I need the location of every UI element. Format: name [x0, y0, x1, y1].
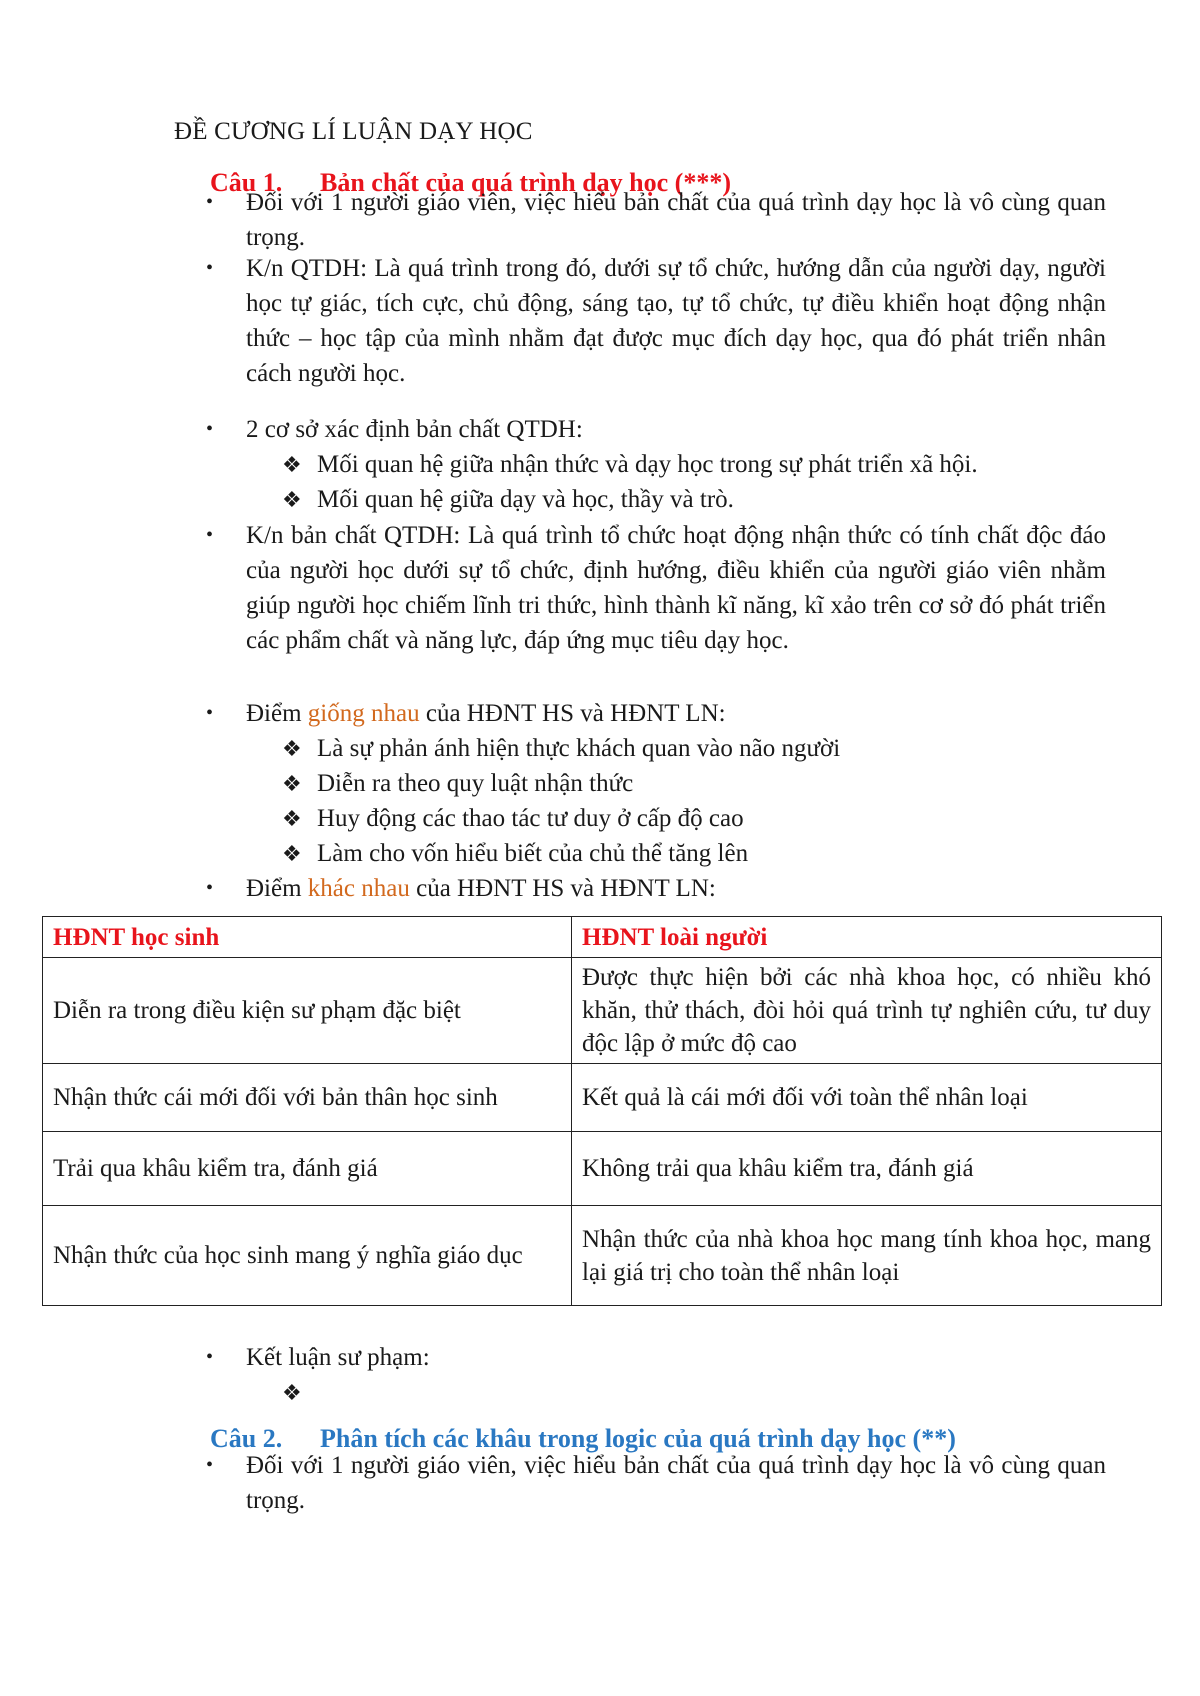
list-item	[206, 871, 1106, 906]
table-header-cell: HĐNT loài người	[572, 917, 1162, 958]
table-cell: Nhận thức của nhà khoa học mang tính khoa học, mang lại giá trị cho toàn thể nhân loại	[572, 1206, 1162, 1306]
text-prefix: Điểm	[246, 700, 308, 727]
list-item	[206, 1448, 1106, 1518]
diamond-bullet-icon: ❖	[282, 736, 302, 761]
list-item	[206, 251, 1106, 391]
bullet-icon: •	[206, 191, 214, 213]
table-cell: Nhận thức của học sinh mang ý nghĩa giáo dục	[43, 1206, 572, 1306]
bullet-icon: •	[206, 877, 214, 899]
sub-list-item	[282, 836, 748, 871]
sub-list-item	[282, 801, 744, 836]
question-number: Câu 2.	[210, 1424, 283, 1453]
bullet-text: 2 cơ sở xác định bản chất QTDH:	[246, 416, 583, 443]
sub-list-item	[282, 482, 734, 517]
bullet-icon: •	[206, 524, 214, 546]
table-cell: Trải qua khâu kiểm tra, đánh giá	[43, 1132, 572, 1206]
document-title: ĐỀ CƯƠNG LÍ LUẬN DẠY HỌC	[174, 118, 533, 145]
sub-item-text: Mối quan hệ giữa dạy và học, thầy và trò.	[317, 486, 734, 513]
bullet-text: K/n bản chất QTDH: Là quá trình tổ chức hoạt động nhận thức có tính chất độc đáo của người học dưới sự tổ chức, định hướng, điều khiển của người giáo viên nhằm giúp người học chiếm lĩnh tri thức, hình thành kĩ năng, kĩ xảo trên cơ sở đó phát triển các phẩm chất và năng lực, đáp ứng mục tiêu dạy học.	[246, 522, 1106, 654]
sub-item-text: Huy động các thao tác tư duy ở cấp độ cao	[317, 805, 744, 832]
highlight-text: giống nhau	[307, 700, 420, 727]
table-row	[43, 1064, 1162, 1132]
list-item	[206, 696, 1106, 731]
table-cell: Không trải qua khâu kiểm tra, đánh giá	[572, 1132, 1162, 1206]
sub-item-text: Mối quan hệ giữa nhận thức và dạy học trong sự phát triển xã hội.	[317, 451, 978, 478]
table-cell: Kết quả là cái mới đối với toàn thể nhân loại	[572, 1064, 1162, 1132]
bullet-icon: •	[206, 257, 214, 279]
sub-item-text: Làm cho vốn hiểu biết của chủ thể tăng lên	[317, 840, 749, 867]
sub-list-item	[282, 731, 840, 766]
sub-item-text: Là sự phản ánh hiện thực khách quan vào não người	[317, 735, 841, 762]
diamond-bullet-icon: ❖	[282, 841, 302, 866]
diamond-bullet-icon: ❖	[282, 771, 302, 796]
question-title: Phân tích các khâu trong logic của quá trình dạy học (**)	[320, 1424, 956, 1453]
bullet-icon: •	[206, 1346, 214, 1368]
table-header-row	[43, 917, 1162, 958]
diamond-bullet-icon: ❖	[282, 1380, 302, 1405]
comparison-table	[42, 916, 1162, 1306]
bullet-icon: •	[206, 1454, 214, 1476]
table-row	[43, 1206, 1162, 1306]
question-title: Bản chất của quá trình dạy học (***)	[320, 168, 731, 197]
list-item	[206, 518, 1106, 658]
question-number: Câu 1.	[210, 168, 283, 197]
text-suffix: của HĐNT HS và HĐNT LN:	[409, 875, 716, 902]
table-row	[43, 958, 1162, 1064]
bullet-text	[246, 871, 1106, 906]
diamond-bullet-icon: ❖	[282, 487, 302, 512]
highlight-text: khác nhau	[307, 875, 410, 902]
bullet-icon: •	[206, 418, 214, 440]
table-row	[43, 1132, 1162, 1206]
bullet-text: Đối với 1 người giáo viên, việc hiểu bản chất của quá trình dạy học là vô cùng quan trọng.	[246, 1452, 1106, 1514]
table-cell: Nhận thức cái mới đối với bản thân học sinh	[43, 1064, 572, 1132]
bullet-text: K/n QTDH: Là quá trình trong đó, dưới sự tổ chức, hướng dẫn của người dạy, người học tự giác, tích cực, chủ động, sáng tạo, tự tổ chức, tự điều khiển hoạt động nhận thức – học tập của mình nhằm đạt được mục đích dạy học, qua đó phát triển nhân cách người học.	[246, 255, 1106, 387]
text-prefix: Điểm	[246, 875, 308, 902]
bullet-text: Kết luận sư phạm:	[246, 1344, 430, 1371]
bullet-text: Đối với 1 người giáo viên, việc hiểu bản chất của quá trình dạy học là vô cùng quan trọng.	[246, 189, 1106, 251]
sub-item-text: Diễn ra theo quy luật nhận thức	[317, 770, 634, 797]
sub-list-item	[282, 766, 633, 801]
diamond-bullet-icon: ❖	[282, 806, 302, 831]
list-item	[206, 185, 1106, 255]
table-cell: Diễn ra trong điều kiện sư phạm đặc biệt	[43, 958, 572, 1064]
list-item	[206, 1340, 1106, 1375]
text-suffix: của HĐNT HS và HĐNT LN:	[419, 700, 726, 727]
table-cell: Được thực hiện bởi các nhà khoa học, có nhiều khó khăn, thử thách, đòi hỏi quá trình tự nghiên cứu, tư duy độc lập ở mức độ cao	[572, 958, 1162, 1064]
sub-list-item	[282, 1375, 317, 1410]
bullet-text	[246, 696, 1106, 731]
sub-list-item	[282, 447, 978, 482]
diamond-bullet-icon: ❖	[282, 452, 302, 477]
bullet-icon: •	[206, 702, 214, 724]
list-item	[206, 412, 1106, 447]
table-header-cell: HĐNT học sinh	[43, 917, 572, 958]
